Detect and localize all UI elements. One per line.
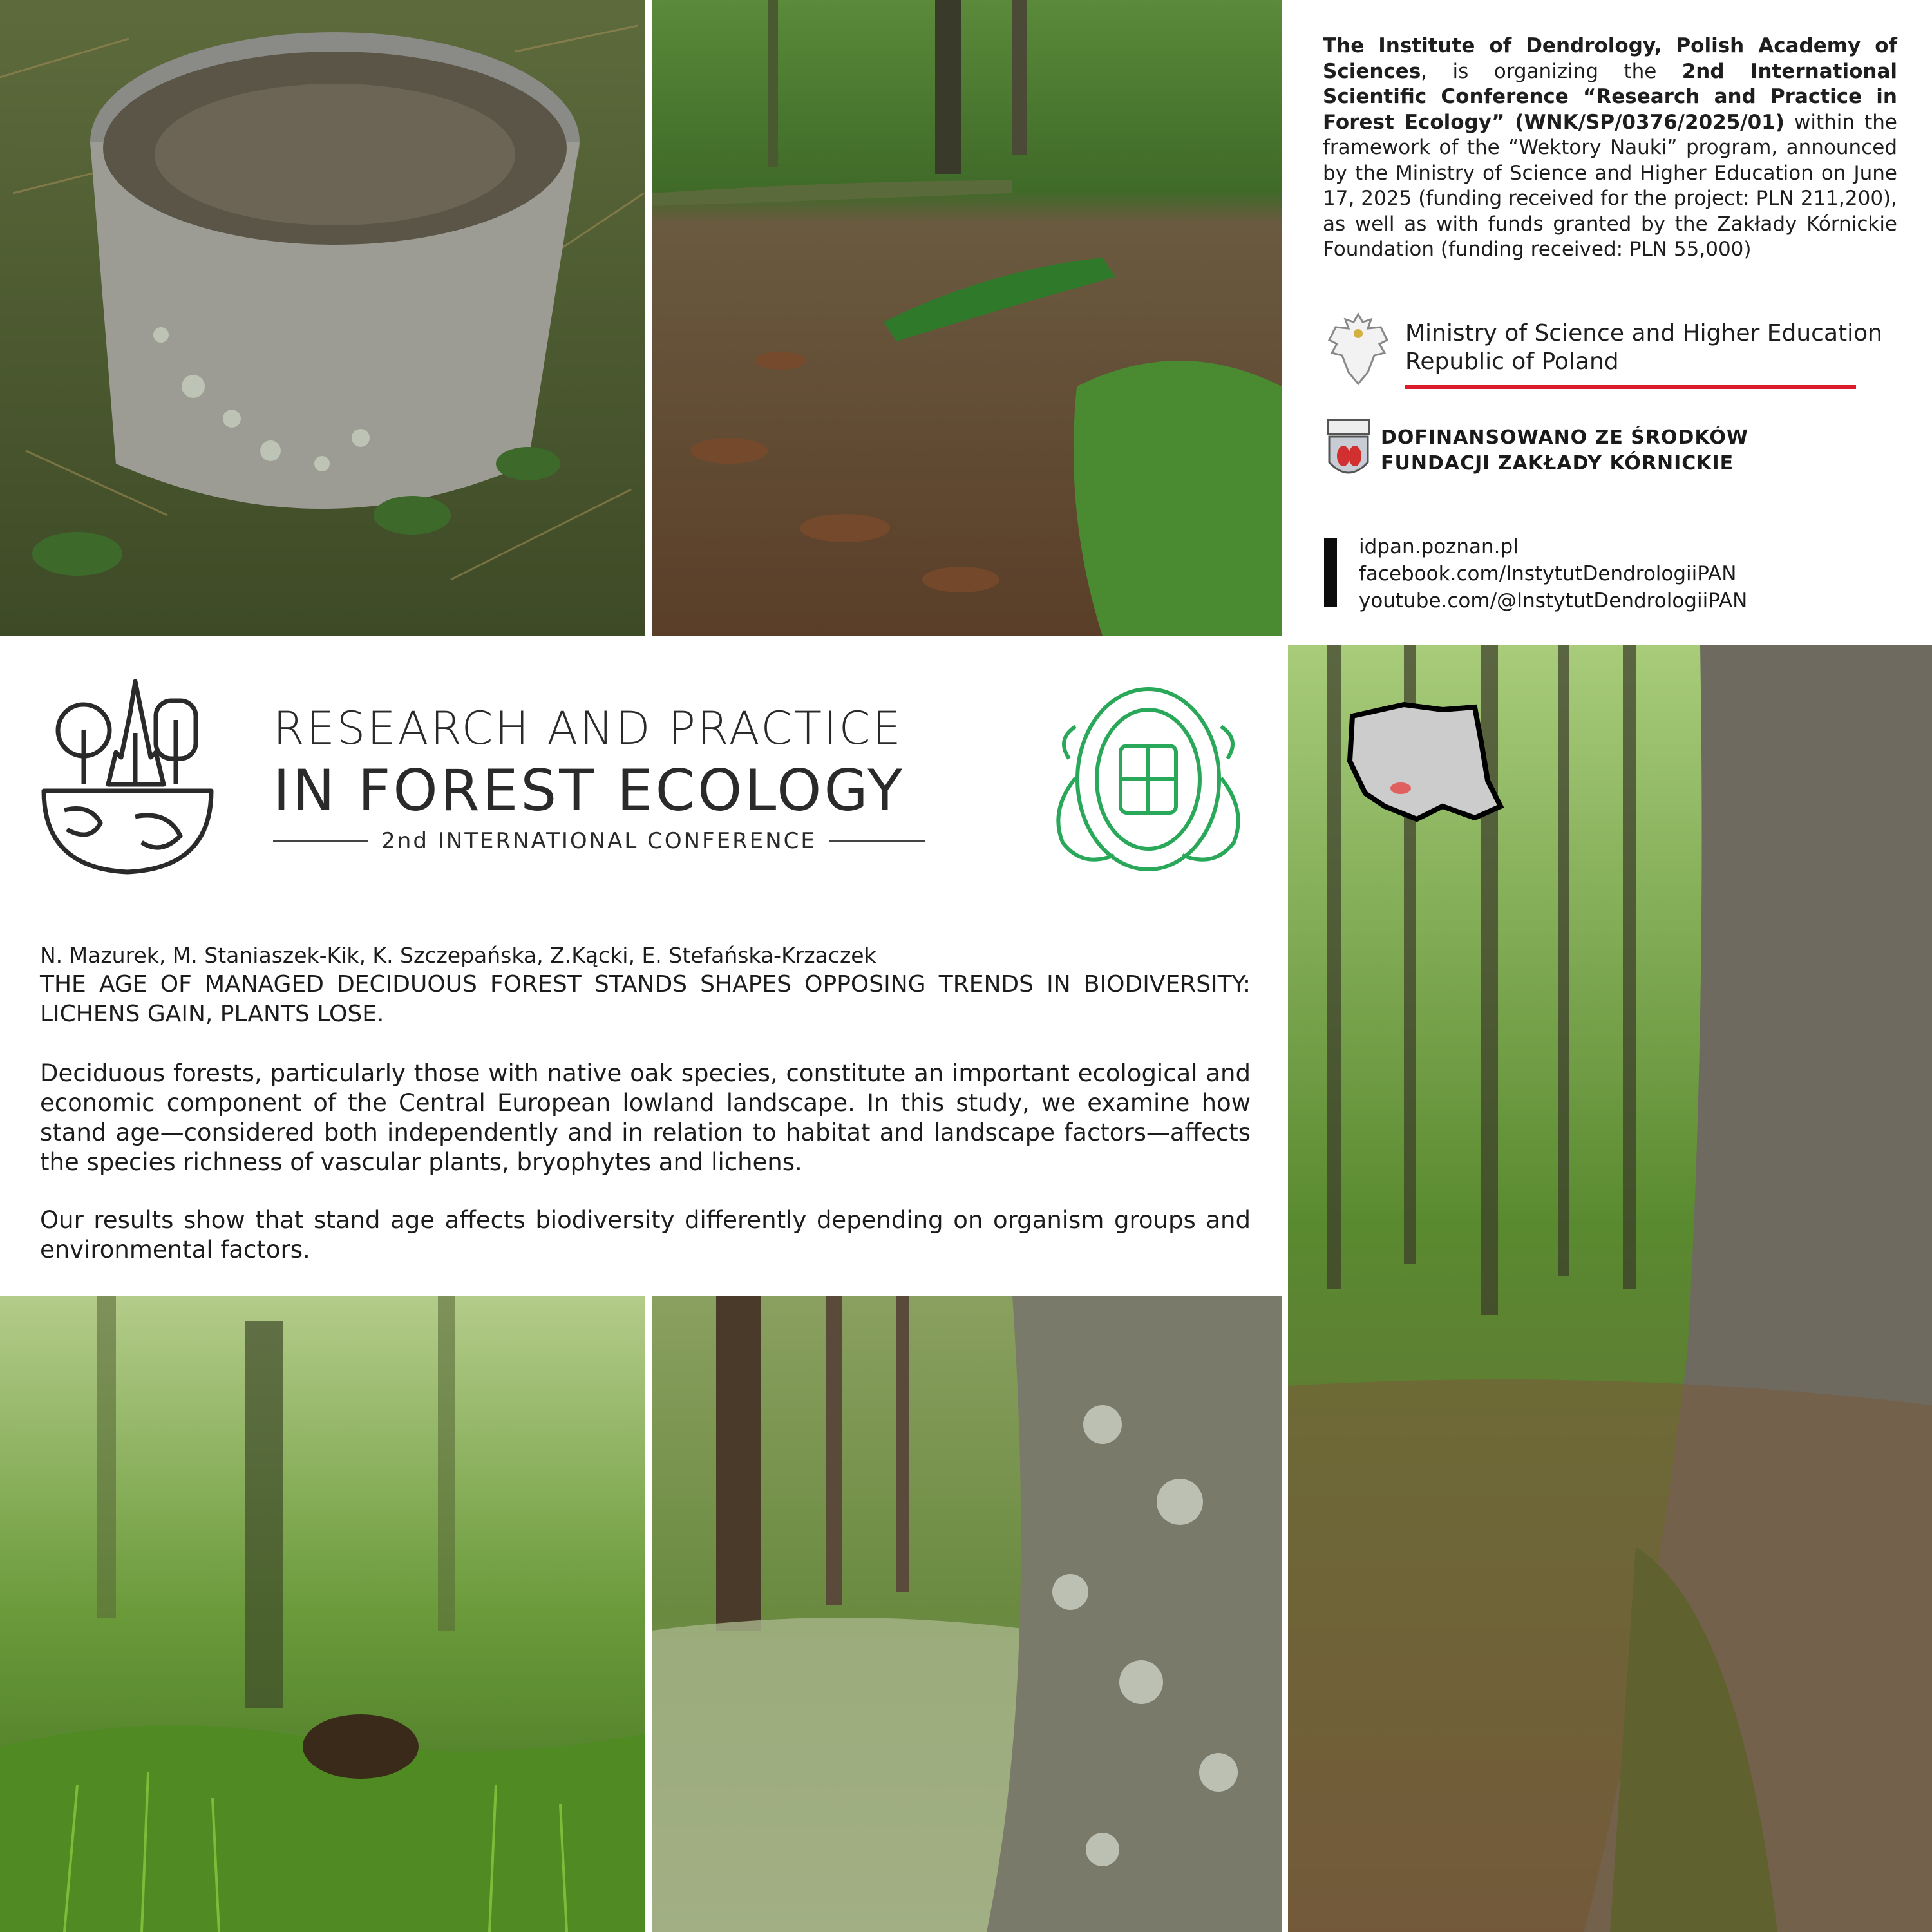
conference-title-line2: IN FOREST ECOLOGY [273, 757, 905, 824]
ministry-line2: Republic of Poland [1405, 348, 1619, 375]
subtitle-rule-right [829, 840, 925, 842]
paper-title: THE AGE OF MANAGED DECIDUOUS FOREST STANDS SHAPES OPPOSING TRENDS IN BIODIVERSITY: LICHENS GAIN, PLANTS LOSE. [40, 971, 1251, 1027]
links-accent-bar [1324, 538, 1337, 607]
foundation-line2: FUNDACJI ZAKŁADY KÓRNICKIE [1381, 452, 1734, 475]
ministry-logo [1323, 308, 1882, 388]
foundation-crest-icon [1325, 417, 1372, 484]
intro-rest: within the framework of the “Wektory Nauki” program, announced by the Ministry of Science and Higher Education on June 17, 2025 (funding received for the project: PLN 211,200), as well as with funds granted by the Zakłady Kórnickie Foundation (funding received: PLN 55,000) [1323, 110, 1897, 261]
foundation-logo [1325, 417, 1748, 484]
photo-moss-log [652, 0, 1282, 636]
intro-mid: , is organizing the [1421, 59, 1682, 83]
ministry-line1: Ministry of Science and Higher Education [1405, 320, 1882, 346]
photo-oak-trunk [1288, 645, 1932, 1932]
ministry-accent-line [1405, 385, 1856, 389]
links-list [1359, 533, 1747, 614]
conference-tree-globe-icon [39, 675, 216, 877]
intro-text [1323, 33, 1897, 263]
institute-seal-icon [1043, 681, 1253, 877]
intro-lead: The Institute of Dendrology, Polish Academy of Sciences [1323, 34, 1897, 83]
photo-moss-closeup [0, 1296, 645, 1932]
link-website[interactable]: idpan.poznan.pl [1359, 535, 1519, 558]
subtitle-rule-left [273, 840, 368, 842]
conference-title-line1: RESEARCH AND PRACTICE [273, 702, 903, 755]
abstract-paragraph-2: Our results show that stand age affects biodiversity differently depending on organism groups and environmental factors. [40, 1206, 1251, 1264]
link-facebook[interactable]: facebook.com/InstytutDendrologiiPAN [1359, 562, 1737, 585]
abstract-paragraph-1: Deciduous forests, particularly those with native oak species, constitute an important ecological and economic component of the Central European lowland landscape. In this study, we examine how stand age—considered both independently and in relation to habitat and landscape factors—affects the species richness of vascular plants, bryophytes and lichens. [40, 1059, 1251, 1176]
intro-conference-name: 2nd International Scientific Conference “Research and Practice in Forest Ecology” (WNK/SP/0376/2025/01) [1323, 59, 1897, 134]
link-youtube[interactable]: youtube.com/@InstytutDendrologiiPAN [1359, 589, 1748, 612]
conference-subtitle-text: 2nd INTERNATIONAL CONFERENCE [381, 828, 817, 854]
photo-tree-stump [0, 0, 645, 636]
conference-subtitle [273, 828, 925, 854]
eagle-emblem-icon [1323, 308, 1394, 388]
paper-authors: N. Mazurek, M. Staniaszek-Kik, K. Szczepańska, Z.Kącki, E. Stefańska-Krzaczek [40, 943, 876, 968]
photo-lichen-trunk [652, 1296, 1282, 1932]
foundation-line1: DOFINANSOWANO ZE ŚRODKÓW [1381, 426, 1748, 449]
